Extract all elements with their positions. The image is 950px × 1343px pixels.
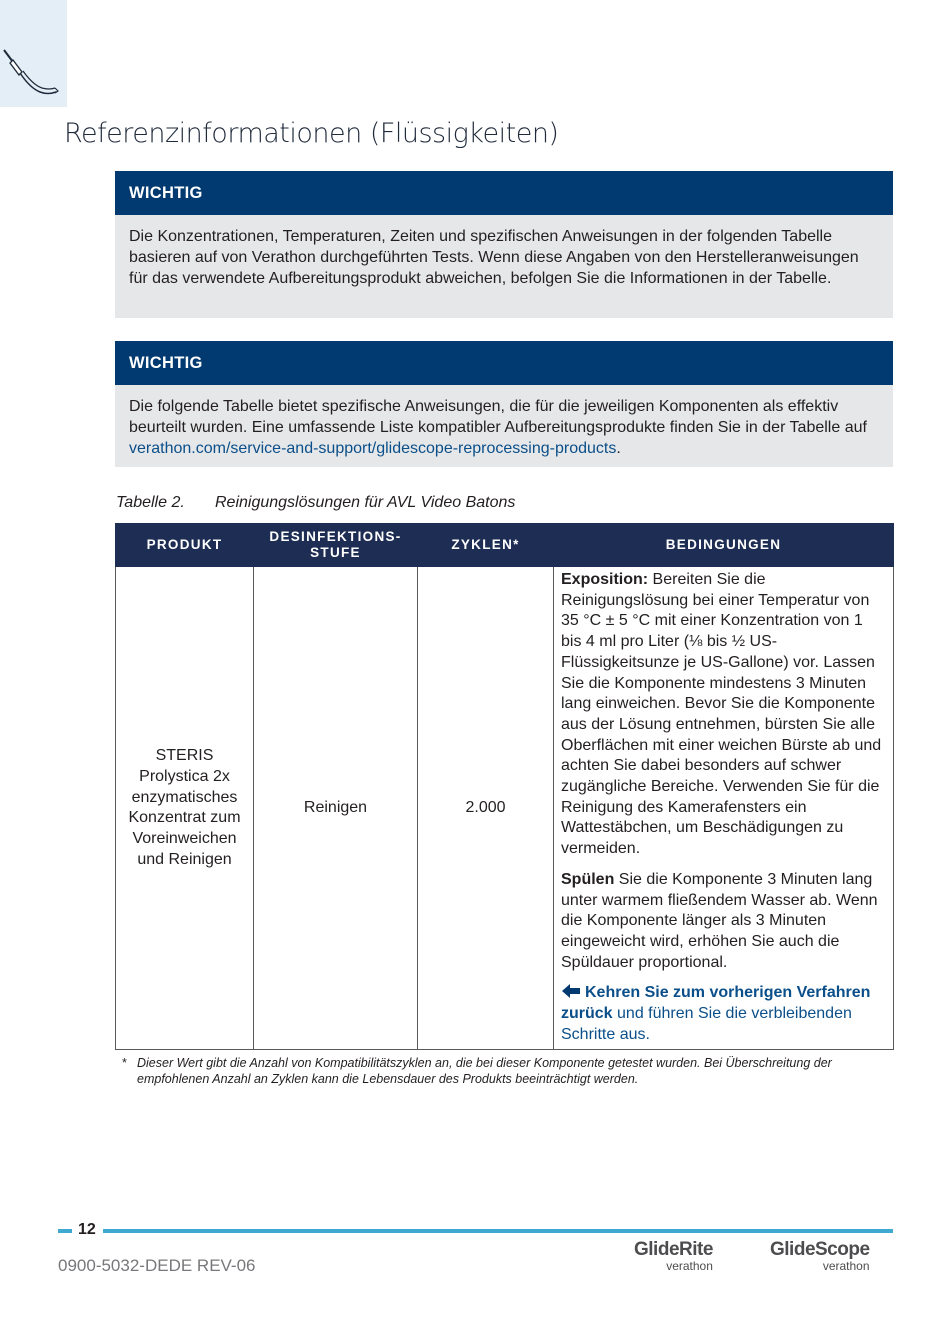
cell-cycles: 2.000 [418,567,554,1050]
important-callout-1 [115,171,893,318]
header-disinfection-level: DESINFEKTIONS-STUFE [254,524,418,567]
callout-heading: WICHTIG [115,341,893,385]
cell-disinfection-level: Reinigen [254,567,418,1050]
video-baton-icon [0,42,67,102]
header-product: PRODUKT [116,524,254,567]
caption-text: Reinigungslösungen für AVL Video Batons [215,494,516,511]
callout-text [115,385,893,470]
rinse-paragraph [561,870,887,974]
exposure-paragraph [561,570,887,860]
page-title: Referenzinformationen (Flüssigkeiten) [64,118,559,149]
return-bold-text: Kehren Sie zum vorherigen Verfahren zurück [561,984,871,1023]
cleaning-solutions-table [115,523,894,1050]
gliderite-sub: verathon [666,1259,713,1273]
rinse-label: Spülen [561,870,615,888]
corner-tab [0,0,67,107]
exposure-label: Exposition: [561,571,649,588]
gliderite-logo [634,1240,713,1273]
back-arrow-icon [561,983,581,999]
header-cycles: ZYKLEN* [418,524,554,567]
footnote-text: Dieser Wert gibt die Anzahl von Kompatibilitätszyklen an, die bei dieser Komponente getestet wurden. Bei Überschreitung der empfohlenen Anzahl an Zyklen kann die Lebensdauer des Produkts beeinträchtigt werden. [137,1056,832,1086]
callout-text: Die Konzentrationen, Temperaturen, Zeiten und spezifischen Anweisungen in der folgenden Tabelle basieren auf von Verathon durchgeführten Tests. Wenn diese Angaben von den Herstelleranweisungen für das verwendete Aufbereitungsprodukt abweichen, befolgen Sie die Informationen in der Tabelle. [129,228,859,287]
header-conditions: BEDINGUNGEN [554,524,894,567]
glidescope-logo [770,1240,870,1273]
table-footnote [122,1055,892,1087]
page-number: 12 [78,1221,96,1238]
page-number-rule [103,1229,893,1233]
caption-number: Tabelle 2. [116,494,185,511]
callout-heading: WICHTIG [115,171,893,215]
callout-text-start: Die folgende Tabelle bietet spezifische Anweisungen, die für die jeweiligen Komponenten als effektiv beurteilt wurden. Eine umfassende Liste kompatibler Aufbereitungsprodukte finden Sie in der Tabelle auf [129,398,867,436]
rinse-text: Sie die Komponente 3 Minuten lang unter warmem fließendem Wasser ab. Wenn die Komponente länger als 3 Minuten eingeweicht wird, erhöhen Sie auch die Spüldauer proportional. [561,870,878,971]
footnote-mark: * [122,1056,127,1070]
page-number-rule-left [58,1229,72,1233]
exposure-text: Bereiten Sie die Reinigungslösung bei einer Temperatur von 35 °C ± 5 °C mit einer Konzentration von 1 bis 4 ml pro Liter (⅛ bis ½ US-Flüssigkeitsunze je US-Gallone) vor. Lassen Sie die Komponente mindestens 3 Minuten lang einweichen. Bevor Sie die Komponente aus der Lösung entnehmen, bürsten Sie alle Oberflächen mit einer weichen Bürste ab und achten Sie dabei besonders auf schwer zugängliche Bereiche. Verwenden Sie für die Reinigung des Kamerafensters ein Wattestäbchen, um Beschädigungen zu vermeiden. [561,571,882,858]
return-to-procedure-link[interactable] [561,983,887,1045]
return-text: und führen Sie die verbleibenden Schritte aus. [561,1005,852,1043]
gliderite-wordmark: GlideRite [634,1239,713,1260]
important-callout-2 [115,341,893,467]
cell-conditions [554,567,894,1050]
cell-product: STERIS Prolystica 2x enzymatisches Konzentrat zum Voreinweichen und Reinigen [116,567,254,1050]
table-row [116,567,894,1050]
reprocessing-products-link[interactable]: verathon.com/service-and-support/glidescope-reprocessing-products [129,440,617,457]
glidescope-sub: verathon [822,1259,870,1273]
callout-text-end: . [616,440,621,457]
glidescope-wordmark: GlideScope [770,1239,870,1260]
table-header-row [116,524,894,567]
document-code: 0900-5032-DEDE REV-06 [58,1256,256,1275]
table-caption [116,494,516,512]
